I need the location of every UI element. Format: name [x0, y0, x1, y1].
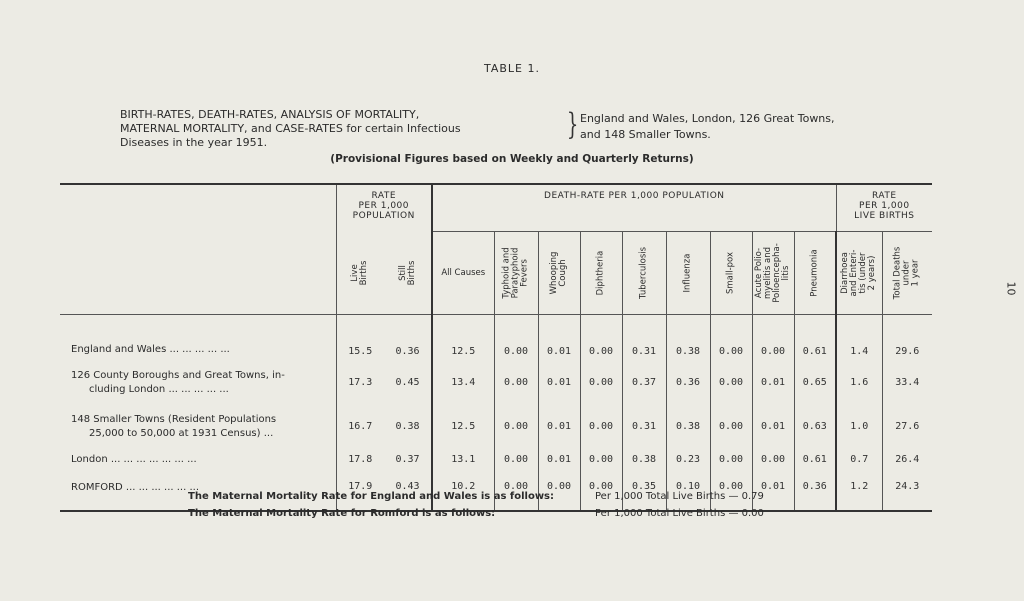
table-cell: 27.6 [882, 407, 932, 447]
col-header-line: Pneumonia [809, 249, 820, 297]
row-label [60, 407, 336, 447]
table-cell: 0.01 [538, 407, 580, 447]
col-header-line: and Enteri- [849, 249, 860, 297]
table-cell: 0.38 [666, 407, 710, 447]
table-cell: 0.00 [580, 315, 622, 359]
page-number: 10 [1004, 281, 1018, 296]
birth-rate-group-header [336, 184, 432, 232]
col-header-typhoid [494, 232, 538, 315]
col-header-line: Acute Polio- [754, 247, 764, 299]
table-cell: 0.01 [538, 315, 580, 359]
table-cell: 1.2 [836, 473, 882, 511]
col-header-line: myelitis and [763, 246, 773, 300]
table-cell: 0.37 [395, 454, 420, 465]
table-title: TABLE 1. [483, 62, 540, 75]
table-cell: 0.43 [384, 473, 432, 511]
table-cell: 0.00 [494, 359, 538, 407]
table-cell: 0.37 [622, 359, 666, 407]
table-subtitle: (Provisional Figures based on Weekly and Quarterly Returns) [330, 153, 694, 165]
statistics-table [60, 183, 932, 512]
table-cell: 13.1 [432, 447, 494, 473]
table-cell: 0.31 [622, 315, 666, 359]
col-header-small-pox [710, 232, 752, 315]
col-header-total-deaths [882, 232, 932, 315]
footnote-text: The Maternal Mortality Rate for Romford is as follows: [188, 508, 496, 519]
table-cell: 26.4 [882, 447, 932, 473]
group-header-line: PER 1,000 [358, 201, 409, 211]
scope-line: England and Wales, London, 126 Great Towns, [580, 112, 835, 125]
description-line: MATERNAL MORTALITY, and CASE-RATES for certain Infectious [120, 122, 461, 135]
group-header-line: LIVE BIRTHS [854, 211, 915, 221]
footnote-text: The Maternal Mortality Rate for England and Wales is as follows: [188, 491, 555, 502]
table-row [60, 359, 932, 407]
table-row [60, 315, 932, 359]
table-cell: 0.00 [710, 447, 752, 473]
table-cell: 12.5 [432, 407, 494, 447]
group-header-line: DEATH-RATE PER 1,000 POPULATION [544, 191, 725, 201]
col-header-still-births [384, 232, 432, 315]
row-label-line: London ... ... ... ... ... ... ... [71, 453, 197, 465]
table-cell: 0.01 [752, 473, 794, 511]
table-cell: 0.00 [580, 407, 622, 447]
table-cell: 0.38 [395, 421, 420, 432]
table-cell: 17.8 [336, 447, 384, 473]
table-cell: 0.00 [494, 447, 538, 473]
row-label-line: 126 County Boroughs and Great Towns, in- [71, 369, 285, 381]
table-cell: 0.36 [794, 473, 836, 511]
row-label-line: cluding London ... ... ... ... ... [89, 383, 229, 395]
table-cell: 16.7 [336, 407, 384, 447]
group-header-line: PER 1,000 [859, 201, 910, 211]
footnote-value: Per 1,000 Total Live Births — 0.79 [595, 491, 764, 502]
col-header-line: Whooping [549, 251, 559, 295]
brace-icon: } [566, 107, 579, 142]
table-cell: 0.61 [794, 315, 836, 359]
table-cell: 0.23 [666, 447, 710, 473]
footnote-england-wales [188, 491, 764, 502]
table-cell: 0.00 [580, 473, 622, 511]
table-cell: 1.6 [836, 359, 882, 407]
col-header-pneumonia [794, 232, 836, 315]
group-header-line: POPULATION [352, 211, 415, 221]
description-line: BIRTH-RATES, DEATH-RATES, ANALYSIS OF MORTALITY, [120, 108, 420, 121]
row-label-header [60, 184, 336, 315]
group-header-row [60, 184, 932, 232]
col-header-line: Still [397, 264, 408, 281]
footnote-romford [188, 508, 764, 519]
col-header-line: tis (under [858, 252, 869, 294]
table-cell: 15.5 [336, 315, 384, 359]
col-header-line: 1 year [910, 259, 921, 287]
table-cell: 0.38 [622, 447, 666, 473]
col-header-live-births [336, 232, 384, 315]
table-cell: 33.4 [882, 359, 932, 407]
table-cell: 0.7 [836, 447, 882, 473]
table-cell: 0.01 [752, 407, 794, 447]
table-cell: 0.00 [710, 407, 752, 447]
col-header-whooping-cough [538, 232, 580, 315]
col-header-line: under [901, 260, 912, 286]
col-header-poliomyelitis [752, 232, 794, 315]
row-label-line: England and Wales ... ... ... ... ... [71, 343, 230, 355]
table-cell: 0.61 [794, 447, 836, 473]
col-header-line: Diarrhoea [840, 252, 851, 294]
table-cell: 0.00 [494, 407, 538, 447]
col-header-all-causes: All Causes [432, 232, 494, 315]
table-cell: 0.10 [666, 473, 710, 511]
table-cell: 29.6 [882, 315, 932, 359]
live-births-group-header [836, 184, 932, 232]
table-cell: 0.65 [794, 359, 836, 407]
table-cell: 1.0 [836, 407, 882, 447]
col-header-line: Fevers [519, 259, 530, 287]
table-cell: 12.5 [432, 315, 494, 359]
table-cell: 17.9 [336, 473, 384, 511]
table-cell: 0.45 [395, 377, 420, 388]
col-header-line: Typhoid and [501, 247, 512, 299]
col-header-line: Births [359, 260, 370, 286]
row-label [60, 315, 336, 359]
table-cell: 10.2 [432, 473, 494, 511]
col-header-diphtheria [580, 232, 622, 315]
table-cell: 0.00 [580, 447, 622, 473]
table-cell: 0.00 [710, 315, 752, 359]
table-cell: 24.3 [882, 473, 932, 511]
col-header-line: Diphtheria [595, 250, 606, 296]
scope-line: and 148 Smaller Towns. [580, 128, 711, 141]
table-cell: 0.00 [752, 447, 794, 473]
row-label-line: 148 Smaller Towns (Resident Populations [71, 413, 277, 425]
table-cell: 0.01 [538, 359, 580, 407]
group-header-line: RATE [872, 191, 897, 201]
table-cell: 0.00 [580, 359, 622, 407]
table-cell: 0.00 [752, 315, 794, 359]
table-cell: 0.00 [494, 473, 538, 511]
table-cell: 0.38 [666, 315, 710, 359]
col-header-diarrhoea [836, 232, 882, 315]
row-label [60, 359, 336, 407]
col-header-line: 2 years) [867, 255, 878, 291]
table-cell: 1.4 [836, 315, 882, 359]
table-cell: 0.35 [622, 473, 666, 511]
table-cell: 0.00 [494, 315, 538, 359]
col-header-line: litis [781, 265, 791, 281]
col-header-line: Polioencepha- [772, 243, 782, 303]
col-header-line: Tuberculosis [638, 246, 649, 300]
col-header-tuberculosis [622, 232, 666, 315]
col-header-line: Small-pox [725, 251, 736, 295]
row-label-line: 25,000 to 50,000 at 1931 Census) ... [89, 427, 274, 439]
group-header-line: RATE [371, 191, 397, 201]
table-cell: 0.00 [538, 473, 580, 511]
table-cell: 0.00 [710, 473, 752, 511]
col-header-line: Influenza [682, 253, 693, 293]
table-description [120, 108, 560, 150]
table-cell: 0.01 [538, 447, 580, 473]
col-header-line: Total Deaths [892, 246, 903, 300]
col-header-line: Live [350, 264, 361, 282]
death-rate-group-header [432, 184, 836, 232]
table-cell: 0.63 [794, 407, 836, 447]
table-cell: 0.01 [752, 359, 794, 407]
col-header-line: Births [406, 260, 417, 286]
table-cell: 0.36 [666, 359, 710, 407]
table-cell: 17.3 [336, 359, 384, 407]
table-cell: 0.00 [710, 359, 752, 407]
row-label [60, 447, 336, 473]
description-line: Diseases in the year 1951. [120, 136, 268, 149]
table-cell: 13.4 [432, 359, 494, 407]
col-header-line: Cough [558, 259, 568, 287]
table-row [60, 407, 932, 447]
table-cell: 0.31 [622, 407, 666, 447]
table-cell: 0.36 [395, 345, 420, 357]
col-header-influenza [666, 232, 710, 315]
row-label-line: ROMFORD ... ... ... ... ... ... [71, 481, 200, 493]
table-row [60, 447, 932, 473]
col-header-line: Paratyphoid [510, 247, 521, 299]
table-scope [580, 111, 835, 143]
footnote-value: Per 1,000 Total Live Births — 0.00 [595, 508, 764, 519]
